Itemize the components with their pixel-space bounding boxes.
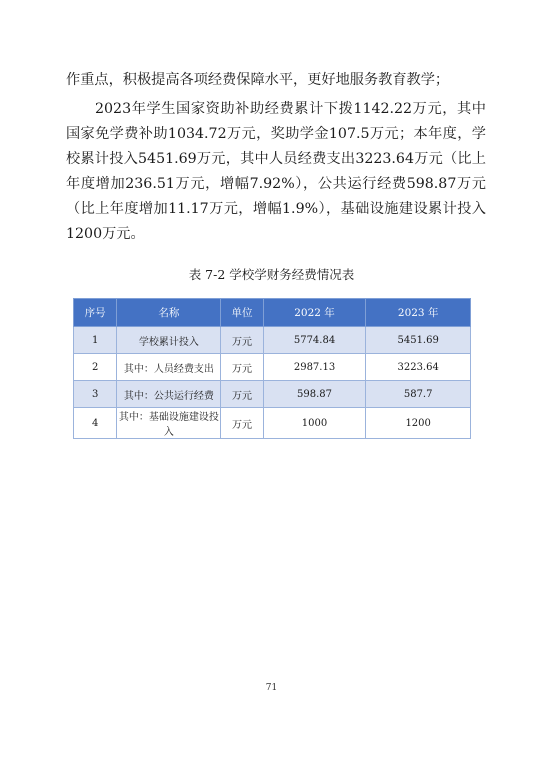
cell-index: 4	[74, 408, 117, 439]
cell-name: 学校累计投入	[117, 327, 221, 354]
cell-unit: 万元	[221, 408, 263, 439]
page-number: 71	[265, 683, 278, 693]
cell-2023: 1200	[366, 408, 471, 439]
table-row	[74, 408, 471, 439]
table-caption: 表 7-2 学校学财务经费情况表	[188, 267, 355, 282]
header-index: 序号	[74, 299, 117, 327]
cell-unit: 万元	[221, 381, 263, 408]
cell-unit: 万元	[221, 354, 263, 381]
cell-unit: 万元	[221, 327, 263, 354]
paragraph-2: 2023年学生国家资助补助经费累计下拨1142.22万元，其中国家免学费补助1034.72万元，奖助学金107.5万元；本年度，学校累计投入5451.69万元，其中人员经费支出3223.64万元（比上年度增加236.51万元，增幅7.92%），公共运行经费598.87万元（比上年度增加11.17万元，增幅1.9%），基础设施建设累计投入1200万元。	[66, 101, 486, 242]
cell-index: 3	[74, 381, 117, 408]
cell-2022: 5774.84	[263, 327, 366, 354]
table-row	[74, 327, 471, 354]
header-2023: 2023 年	[366, 299, 471, 327]
cell-name: 其中：公共运行经费	[117, 381, 221, 408]
cell-2023: 5451.69	[366, 327, 471, 354]
cell-name: 其中：人员经费支出	[117, 354, 221, 381]
table-row	[74, 354, 471, 381]
table-header-row	[74, 299, 471, 327]
header-unit: 单位	[221, 299, 263, 327]
cell-index: 1	[74, 327, 117, 354]
finance-table	[73, 298, 471, 439]
table-row	[74, 381, 471, 408]
cell-2022: 1000	[263, 408, 366, 439]
cell-2022: 2987.13	[263, 354, 366, 381]
cell-name: 其中：基础设施建设投入	[117, 408, 221, 439]
cell-2023: 587.7	[366, 381, 471, 408]
cell-index: 2	[74, 354, 117, 381]
cell-2023: 3223.64	[366, 354, 471, 381]
paragraph-1: 作重点，积极提高各项经费保障水平，更好地服务教育教学；	[66, 72, 450, 88]
header-2022: 2022 年	[263, 299, 366, 327]
cell-2022: 598.87	[263, 381, 366, 408]
header-name: 名称	[117, 299, 221, 327]
